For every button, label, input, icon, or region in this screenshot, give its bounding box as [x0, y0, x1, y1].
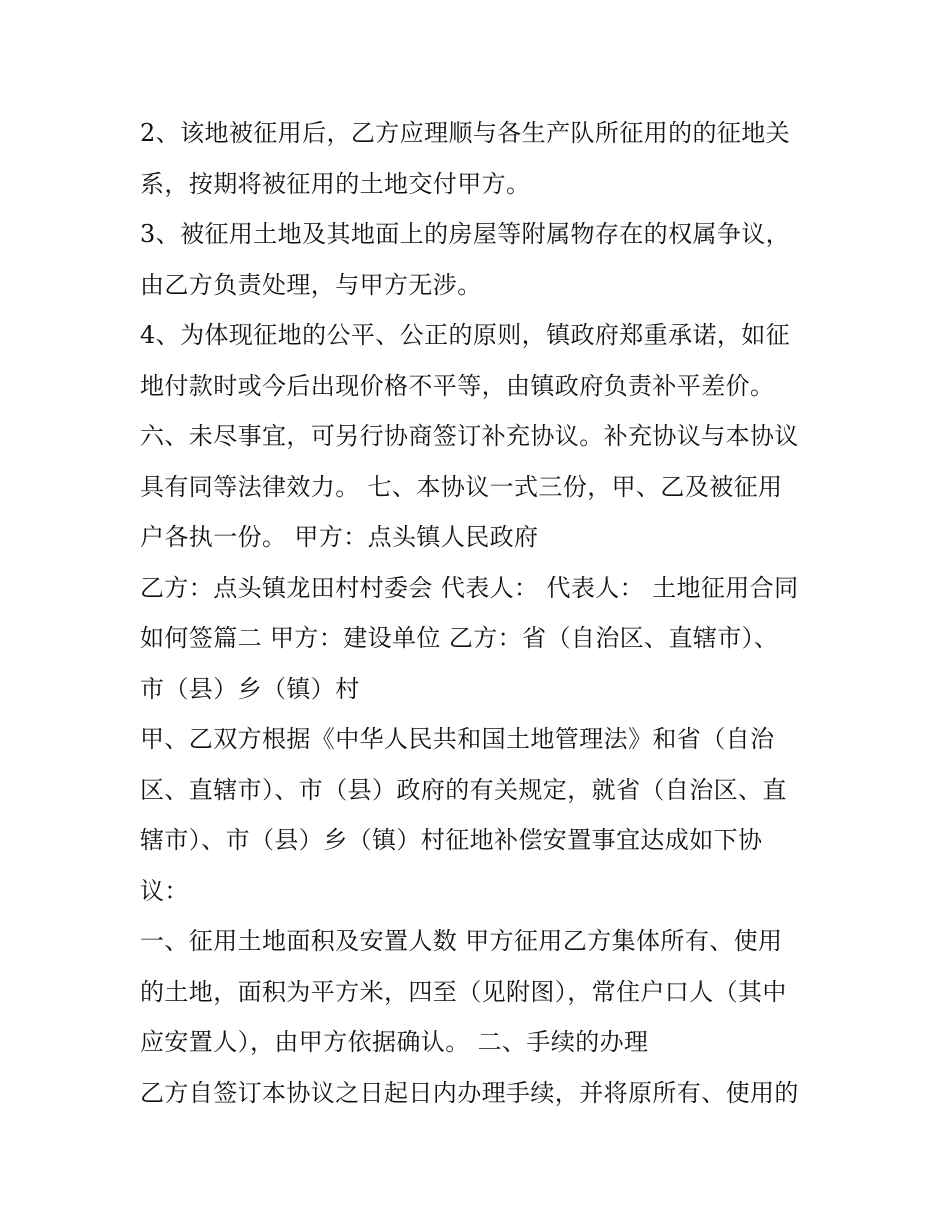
- text-line: 市（县）乡（镇）村: [140, 674, 360, 703]
- text-line: 地付款时或今后出现价格不平等，由镇政府负责补平差价。: [140, 371, 775, 400]
- text-line: 乙方：点头镇龙田村村委会 代表人： 代表人： 土地征用合同: [140, 573, 799, 602]
- text-line: 具有同等法律效力。 七、本协议一式三份，甲、乙及被征用: [140, 472, 783, 501]
- text-line: 户各执一份。 甲方：点头镇人民政府: [140, 523, 539, 551]
- text-line: 区、直辖市）、市（县）政府的有关规定，就省（自治区、直: [140, 775, 787, 804]
- text-line: 2、该地被征用后，乙方应理顺与各生产队所征用的的征地关: [140, 119, 791, 147]
- text-line: 系，按期将被征用的土地交付甲方。: [140, 169, 531, 198]
- text-line: 应安置人），由甲方依据确认。 二、手续的办理: [140, 1028, 649, 1056]
- text-line: 由乙方负责处理，与甲方无涉。: [140, 270, 482, 299]
- text-line: 的土地，面积为平方米，四至（见附图），常住户口人（其中: [140, 977, 787, 1006]
- text-line: 辖市）、市（县）乡（镇）村征地补偿安置事宜达成如下协: [140, 826, 763, 854]
- text-line: 一、征用土地面积及安置人数 甲方征用乙方集体所有、使用: [140, 927, 783, 955]
- text-line: 4、为体现征地的公平、公正的原则，镇政府郑重承诺，如征: [140, 321, 791, 349]
- text-line: 议：: [140, 876, 189, 905]
- text-line: 甲、乙双方根据《中华人民共和国土地管理法》和省（自治: [140, 725, 775, 753]
- text-line: 乙方自签订本协议之日起日内办理手续，并将原所有、使用的: [140, 1078, 799, 1107]
- text-line: 六、未尽事宜，可另行协商签订补充协议。补充协议与本协议: [140, 422, 799, 450]
- document-body: [140, 108, 820, 1118]
- text-line: 3、被征用土地及其地面上的房屋等附属物存在的权属争议，: [140, 220, 791, 248]
- text-line: 如何签篇二 甲方：建设单位 乙方：省（自治区、直辖市）、: [140, 624, 779, 652]
